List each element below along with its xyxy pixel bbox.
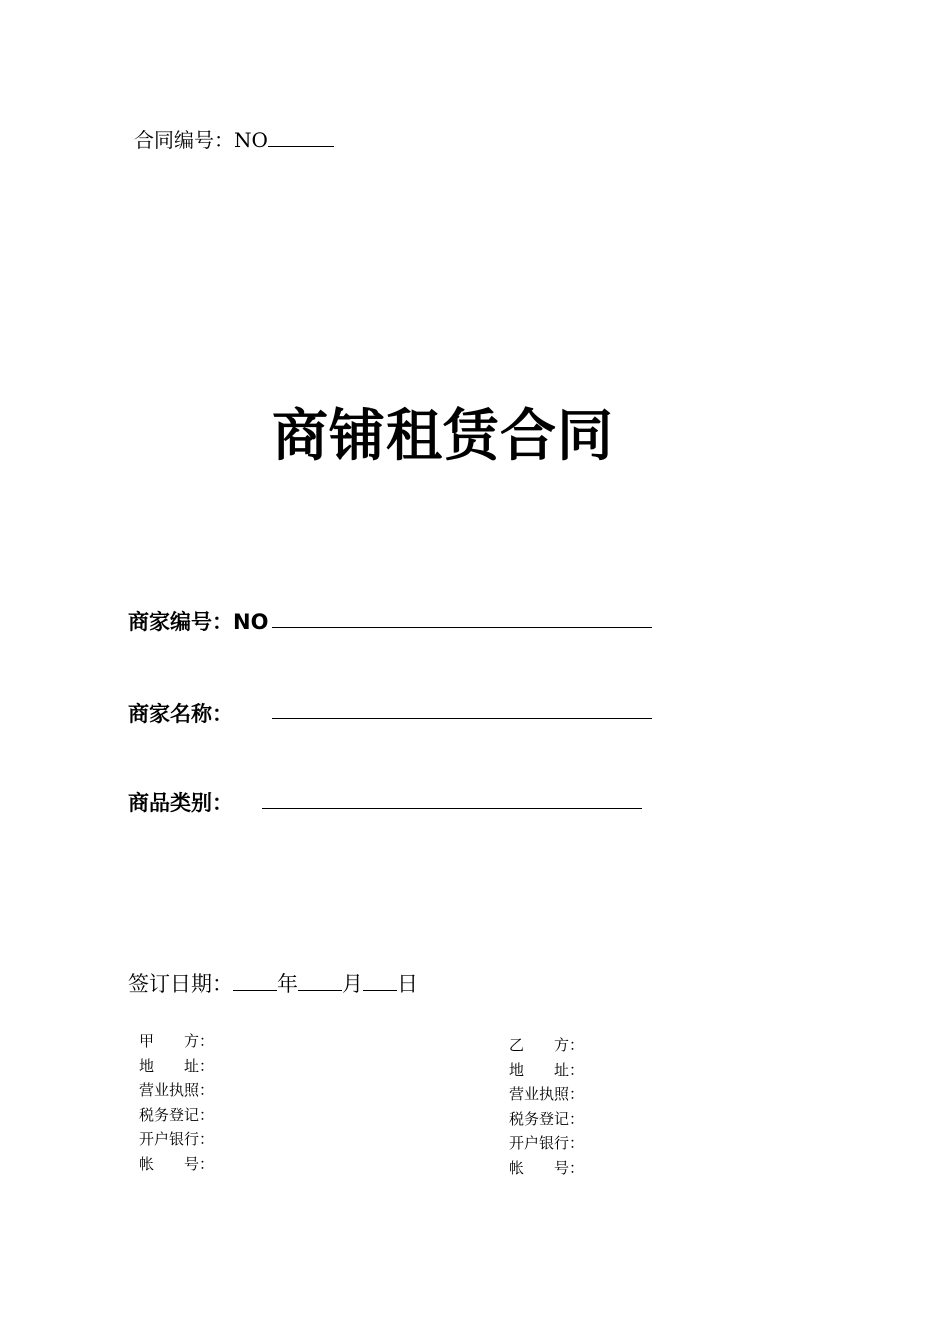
merchant-name-label: 商家名称： — [128, 702, 233, 726]
party-a-name-label: 甲 方： — [139, 1032, 215, 1050]
party-b-license-label: 营业执照： — [509, 1085, 585, 1103]
sign-date-year-label: 年 — [277, 972, 298, 996]
party-b-row — [509, 1033, 585, 1058]
party-a-bank-label: 开户银行： — [139, 1130, 215, 1148]
sign-date-day-label: 日 — [397, 972, 418, 996]
merchant-number-blank[interactable] — [272, 627, 652, 628]
contract-number-blank[interactable] — [268, 126, 334, 147]
party-a-row — [139, 1078, 215, 1103]
merchant-name-blank[interactable] — [272, 718, 652, 719]
sign-date-day-blank[interactable] — [363, 970, 397, 991]
contract-number — [134, 124, 334, 153]
party-b-row — [509, 1058, 585, 1083]
party-b-tax-label: 税务登记： — [509, 1109, 585, 1128]
product-category-label: 商品类别： — [128, 791, 233, 815]
party-a-address-label: 地 址： — [139, 1056, 215, 1075]
party-a-block — [139, 1029, 215, 1176]
party-b-bank-label: 开户银行： — [509, 1134, 585, 1152]
party-b-account-label: 帐 号： — [509, 1158, 585, 1177]
party-b-name-label: 乙 方： — [509, 1036, 585, 1054]
party-b-row — [509, 1107, 585, 1132]
party-a-tax-label: 税务登记： — [139, 1105, 215, 1124]
party-a-license-label: 营业执照： — [139, 1081, 215, 1099]
party-b-address-label: 地 址： — [509, 1060, 585, 1079]
party-b-row — [509, 1082, 585, 1107]
party-a-row — [139, 1152, 215, 1177]
party-b-row — [509, 1131, 585, 1156]
party-b-block — [509, 1033, 585, 1180]
product-category-blank[interactable] — [262, 808, 642, 809]
party-a-account-label: 帐 号： — [139, 1154, 215, 1173]
party-a-row — [139, 1029, 215, 1054]
contract-number-label: 合同编号：NO — [134, 128, 268, 152]
party-a-row — [139, 1103, 215, 1128]
party-a-row — [139, 1127, 215, 1152]
sign-date-month-blank[interactable] — [298, 970, 342, 991]
sign-date-label: 签订日期： — [128, 972, 233, 996]
merchant-number-label: 商家编号：NO — [128, 610, 269, 634]
document-title: 商铺租赁合同 — [272, 404, 614, 469]
party-a-row — [139, 1054, 215, 1079]
sign-date-month-label: 月 — [342, 972, 363, 996]
party-b-row — [509, 1156, 585, 1181]
sign-date-year-blank[interactable] — [233, 970, 277, 991]
sign-date — [128, 968, 418, 998]
